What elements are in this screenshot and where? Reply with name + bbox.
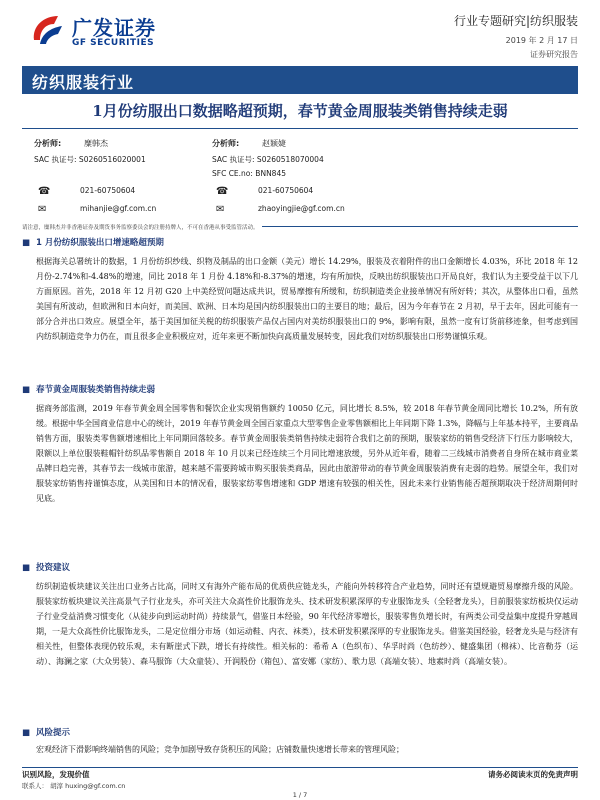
footer-slogan: 识别风险，发现价值: [22, 770, 90, 779]
title-divider: [22, 128, 578, 129]
report-dept: 证券研究报告: [530, 50, 578, 59]
bullet-icon: ■: [22, 728, 31, 738]
footer-divider: [22, 767, 578, 768]
section-paragraph: 根据海关总署统计的数据，1 月份纺织纱线、织物及制品的出口金额（美元）增长 14.29%，服装及衣着附件的出口金额增长 4.03%，环比 2018 年 12 月份-2.74%和-4.48%的增速，同比 2018 年 1 月份 4.18%和-8.37%的增速，均有所加快，反映出纺织服装出口开局良好，我们认为主要受益于以下几方面原因。首先，2018 年 12 月初 G20 上中美经贸问题达成共识，贸易摩擦有所缓和，纺织制造类企业接单情况有所好转；其次，从整体出口看，虽然美国有所波动，但欧洲和日本向好，而美国、欧洲、日本均是国内纺织服装出口的主要目的地；最后，因为今年春节在 2 月初，早于去年，因此可能有一部分合并出口效应。展望全年，基于美国加征关税的纺织服装产品仅占国内对美纺织服装出口的 9%，影响有限，虽然一度有订货前移迹象，但考虑到国内纺织制造竞争力仍在，而且很多企业积极应对，近年来更不断加快向高质量发展转变，因此我们对纺织服装出口形势谨慎乐观。: [36, 257, 578, 341]
logo-text-cn: 广发证券: [72, 16, 156, 40]
logo-text-en: GF SECURITIES: [72, 38, 155, 48]
analyst-name: 糜韩杰: [84, 139, 108, 148]
analyst-sac: SAC 执证号: S0260518070004: [212, 155, 324, 164]
gf-logo: [28, 10, 178, 58]
analyst-sac: SAC 执证号: S0260516020001: [34, 155, 146, 164]
section-paragraph: 纺织制造板块建议关注出口业务占比高，同时又有海外产能布局的优质供应链龙头，产能向外转移符合产业趋势，同时还有望规避贸易摩擦升级的风险。服装家纺板块建议关注高景气子行业龙头，亦可关注大众高性价比服饰龙头、技术研发积累深厚的专业服饰龙头（全轻奢龙头），目前服装家纺板块仅运动子行业受益消费习惯变化（从徒步向到运动时尚）持续景气，借鉴日本经验，90 年代经济零增长，服装零售负增长时，有两类公司受益集中度提升穿越周期，一是大众高性价比服饰龙头，二是定位细分市场（如运动鞋、内衣、袜类），技术研发积累深厚的专业服饰龙头。借鉴美国经验，轻奢龙头是与经济有相关性，但整体表现仍较乐观，未有断崖式下跌，增长有持续性。相关标的：希希 A（色织布）、华孚时尚（色纺纱）、健盛集团（棉袜）、比音勒芬（运动）、海澜之家（大众男装）、森马服饰（大众童装）、开润股份（箱包）、富安娜（家纺）、歌力思（高端女装）、地素时尚（高端女装）。: [36, 582, 578, 666]
industry-title-bar: [22, 66, 578, 94]
phone-icon: ☎: [38, 186, 51, 197]
section-paragraph: 宏观经济下滑影响终端销售的风险；竞争加剧导致存货积压的风险；店铺数量快速增长带来的管理风险；: [36, 745, 404, 754]
section-heading: ■ 春节黄金周服装类销售持续走弱: [22, 385, 156, 395]
analyst-phone: 021-60750604: [80, 186, 136, 195]
footer-disclaimer-note: 请务必阅读末页的免责声明: [488, 770, 578, 779]
page-number: 1 / 7: [292, 791, 308, 799]
main-title: 1月份纺服出口数据略超预期，春节黄金周服装类销售持续走弱: [92, 102, 508, 120]
email-icon: ✉: [216, 204, 225, 215]
section-heading: ■ 风险提示: [22, 728, 71, 738]
bullet-icon: ■: [22, 385, 31, 395]
report-category: 行业专题研究|纺织服装: [453, 14, 578, 28]
footer-contact: 联系人： 胡淳 huxing@gf.com.cn: [22, 782, 126, 790]
analyst-email[interactable]: zhaoyingjie@gf.com.cn: [258, 204, 345, 213]
disclaimer: 请注意，糜韩杰并非香港证券及期货事务监察委员会的注册持牌人，不可在香港从事受监管活动。: [22, 223, 262, 231]
industry-title: 纺织服装行业: [32, 73, 135, 92]
email-icon: ✉: [38, 204, 47, 215]
bullet-icon: ■: [22, 238, 31, 248]
analyst-label: 分析师:: [212, 139, 240, 148]
section-paragraph: 据商务部监测，2019 年春节黄金周全国零售和餐饮企业实现销售额约 10050 亿元，同比增长 8.5%，较 2018 年春节黄金周同比增长 10.2%，所有放缓。根据中华全国商业信息中心的统计，2019 年春节黄金周全国百家重点大型零售企业零售额相比上年同期下降 1.3%，降幅与上年基本持平，主要商品销售方面，服装类零售额增速相比上年同期回落较多。春节黄金周服装类销售持续走弱符合我们之前的预期，服装家纺的销售受经济下行压力影响较大，限额以上单位服装鞋帽针纺织品零售额自 2018 年 10 月以来已经连续三个月同比增速放缓，另外从近年看，随着二三线城市消费者自身所在城市商业菜品牌日趋完善，其春节去一线城市旅游，越来越不需要跨城市购买服装类商品，因此由旅游带动的春节黄金周服装消费有走弱的趋势。展望全年，我们对服装家纺销售持谨慎态度，从美国和日本的情况看，服装家纺零售增速和 GDP 增速有较强的相关性，因此未来行业销售能否超预期取决于经济周期何时见底。: [36, 404, 578, 503]
section-heading: ■ 1 月份纺织服装出口增速略超预期: [22, 238, 164, 248]
analyst-name: 赵颖婕: [262, 139, 286, 148]
analyst-label: 分析师:: [34, 139, 62, 148]
bullet-icon: ■: [22, 563, 31, 573]
phone-icon: ☎: [216, 186, 229, 197]
section-heading: ■ 投资建议: [22, 563, 71, 573]
report-date: 2019 年 2 月 17 日: [505, 36, 578, 45]
analyst-email[interactable]: mihanjie@gf.com.cn: [80, 204, 157, 213]
report-header: [0, 0, 600, 62]
gf-logo-mark-icon: [28, 10, 68, 50]
analyst-sfc: SFC CE.no: BNN845: [212, 169, 286, 178]
header-meta: [454, 12, 578, 60]
analyst-phone: 021-60750604: [258, 186, 314, 195]
